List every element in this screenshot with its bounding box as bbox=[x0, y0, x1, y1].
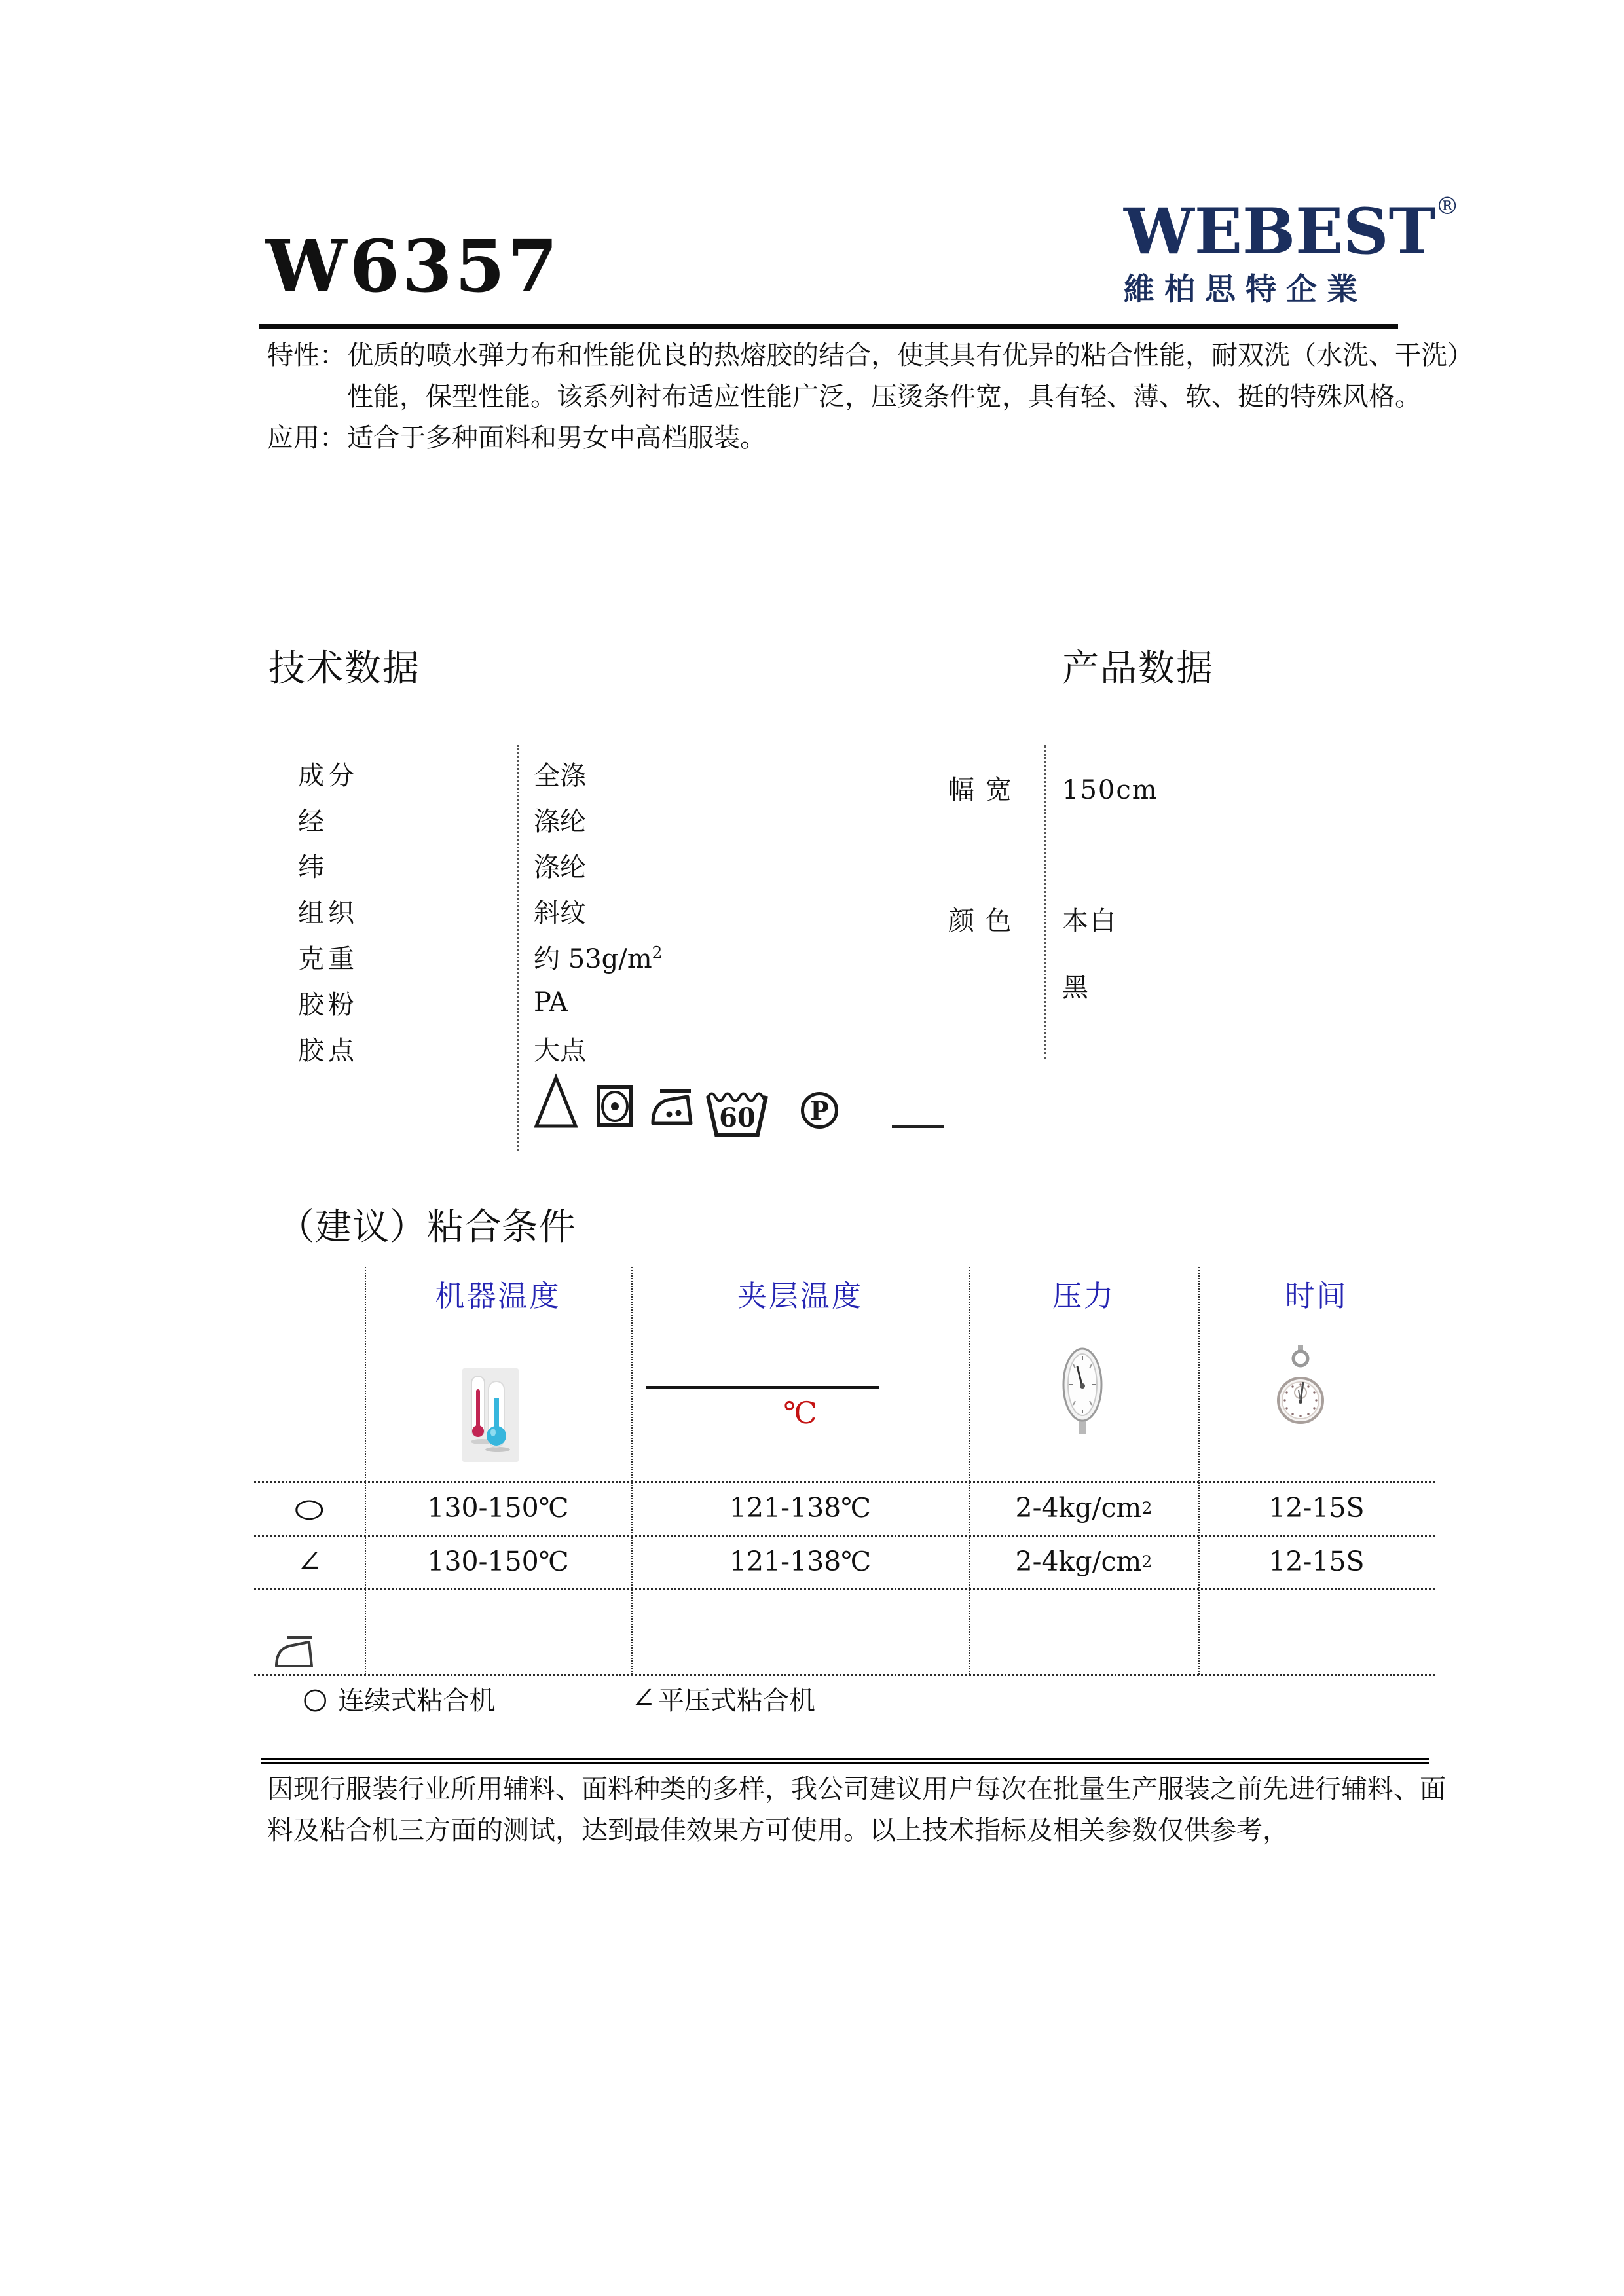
table-grid-line bbox=[631, 1267, 633, 1675]
dry-clean-letter: P bbox=[810, 1096, 829, 1125]
iron-icon bbox=[274, 1633, 317, 1670]
table-row bbox=[298, 888, 662, 934]
time-value: 12-15S bbox=[1268, 1546, 1365, 1577]
brand-wordmark bbox=[1124, 193, 1460, 268]
feature-label: 特性： bbox=[267, 340, 346, 371]
wash-temp-value: 60 bbox=[719, 1102, 756, 1133]
application-text: 适合于多种面料和男女中高档服装。 bbox=[347, 423, 766, 453]
table-row bbox=[298, 750, 662, 796]
pressure-value: 2-4kg/cm 2 bbox=[1015, 1492, 1153, 1523]
color-label: 颜 色 bbox=[948, 906, 1013, 936]
footer-divider bbox=[261, 1758, 1429, 1764]
product-table-divider bbox=[1044, 745, 1046, 1059]
tech-row-value: 涤纶 bbox=[534, 806, 586, 837]
tech-table-divider bbox=[517, 745, 519, 1151]
column-header-pressure: 压力 bbox=[1052, 1278, 1115, 1313]
width-label: 幅 宽 bbox=[948, 775, 1013, 805]
feature-paragraph bbox=[267, 335, 1473, 418]
interlayer-line bbox=[646, 1386, 879, 1389]
tech-data-heading: 技术数据 bbox=[268, 647, 420, 690]
brand-company-name: 維柏思特企業 bbox=[1124, 272, 1367, 308]
tech-row-value: 斜纹 bbox=[534, 898, 586, 928]
time-value: 12-15S bbox=[1268, 1492, 1365, 1523]
header-divider bbox=[259, 324, 1398, 329]
footer-line1: 因现行服装行业所用辅料、面料种类的多样，我公司建议用户每次在批量生产服装之前先进行辅料、面 bbox=[267, 1774, 1446, 1804]
column-header-machine-temp: 机器温度 bbox=[435, 1278, 561, 1313]
legend-label: 连续式粘合机 bbox=[338, 1686, 496, 1716]
machine-temp-value: 130-150℃ bbox=[427, 1546, 569, 1577]
tech-row-label: 胶粉 bbox=[298, 989, 358, 1020]
tech-row-label: 胶点 bbox=[298, 1035, 358, 1066]
legend-label: 平压式粘合机 bbox=[657, 1686, 815, 1716]
tech-row-label: 纬 bbox=[298, 852, 328, 883]
underline-symbol-icon bbox=[892, 1125, 944, 1128]
table-grid-line bbox=[254, 1674, 1435, 1676]
legend-continuous-press bbox=[303, 1680, 495, 1717]
width-value: 150cm bbox=[1062, 775, 1158, 805]
celsius-unit-label: ℃ bbox=[783, 1395, 817, 1430]
machine-temp-value: 130-150℃ bbox=[427, 1492, 569, 1523]
interlayer-temp-value: 121-138℃ bbox=[729, 1546, 872, 1577]
color-value: 黑 bbox=[1062, 973, 1090, 1003]
table-grid-line bbox=[365, 1267, 366, 1675]
pressure-value: 2-4kg/cm 2 bbox=[1015, 1546, 1153, 1577]
table-grid-line bbox=[254, 1588, 1435, 1590]
wash-60-icon bbox=[705, 1089, 769, 1138]
thermometer-icon bbox=[462, 1368, 519, 1462]
pressure-gauge-icon bbox=[1061, 1347, 1103, 1440]
care-symbols-row bbox=[534, 1072, 966, 1146]
feature-line1: 优质的喷水弹力布和性能优良的热熔胶的结合，使其具有优异的粘合性能，耐双洗（水洗、干洗） bbox=[347, 340, 1473, 371]
table-grid-line bbox=[1198, 1267, 1200, 1675]
product-data-heading: 产品数据 bbox=[1062, 647, 1214, 690]
table-row bbox=[298, 979, 662, 1025]
application-paragraph bbox=[267, 418, 1473, 459]
dry-clean-p-icon bbox=[800, 1091, 839, 1129]
column-header-interlayer-temp: 夹层温度 bbox=[737, 1278, 863, 1313]
table-row bbox=[298, 796, 662, 842]
legend-flat-press bbox=[631, 1680, 815, 1717]
interlayer-temp-value: 121-138℃ bbox=[729, 1492, 872, 1523]
tech-row-value: 全涤 bbox=[534, 760, 586, 791]
footer-line2: 料及粘合机三方面的测试，达到最佳效果方可使用。以上技术指标及相关参数仅供参考， bbox=[267, 1815, 1289, 1846]
tumble-dry-icon bbox=[596, 1084, 634, 1129]
footer-note bbox=[267, 1769, 1446, 1851]
page-title: W6357 bbox=[266, 224, 561, 308]
bonding-heading: （建议）粘合条件 bbox=[278, 1206, 576, 1248]
bonding-table bbox=[254, 1267, 1435, 1676]
tech-row-value: 涤纶 bbox=[534, 852, 586, 883]
table-grid-line bbox=[969, 1267, 970, 1675]
intro-block bbox=[267, 335, 1473, 459]
bleach-triangle-icon bbox=[534, 1072, 578, 1130]
angle-symbol: ∠ bbox=[631, 1682, 655, 1715]
circle-symbol: ○ bbox=[303, 1682, 328, 1715]
row-symbol: ○ bbox=[293, 1493, 325, 1523]
iron-two-dots-icon bbox=[650, 1085, 694, 1130]
tech-row-label: 组织 bbox=[298, 898, 358, 928]
color-value: 本白 bbox=[1062, 906, 1117, 936]
tech-row-label: 经 bbox=[298, 806, 328, 837]
feature-line2: 性能，保型性能。该系列衬布适应性能广泛，压烫条件宽，具有轻、薄、软、挺的特殊风格。 bbox=[347, 382, 1421, 412]
table-row bbox=[298, 934, 662, 979]
table-row bbox=[298, 1025, 662, 1071]
tech-data-table bbox=[298, 750, 662, 1071]
row-symbol: ∠ bbox=[297, 1544, 322, 1579]
stopwatch-icon bbox=[1277, 1344, 1324, 1440]
tech-row-value: PA bbox=[534, 987, 568, 1017]
tech-row-value: 约 $53g/m^2$ bbox=[534, 943, 663, 974]
brand-logo bbox=[1124, 193, 1460, 309]
brand-name: WEBEST bbox=[1124, 194, 1436, 268]
application-label: 应用： bbox=[267, 423, 346, 453]
tech-row-label: 成分 bbox=[298, 760, 358, 791]
tech-row-label: 克重 bbox=[298, 943, 358, 974]
table-row bbox=[298, 842, 662, 888]
column-header-time: 时间 bbox=[1285, 1278, 1348, 1313]
tech-row-value: 大点 bbox=[534, 1035, 586, 1066]
registered-mark-icon: ® bbox=[1435, 193, 1460, 220]
